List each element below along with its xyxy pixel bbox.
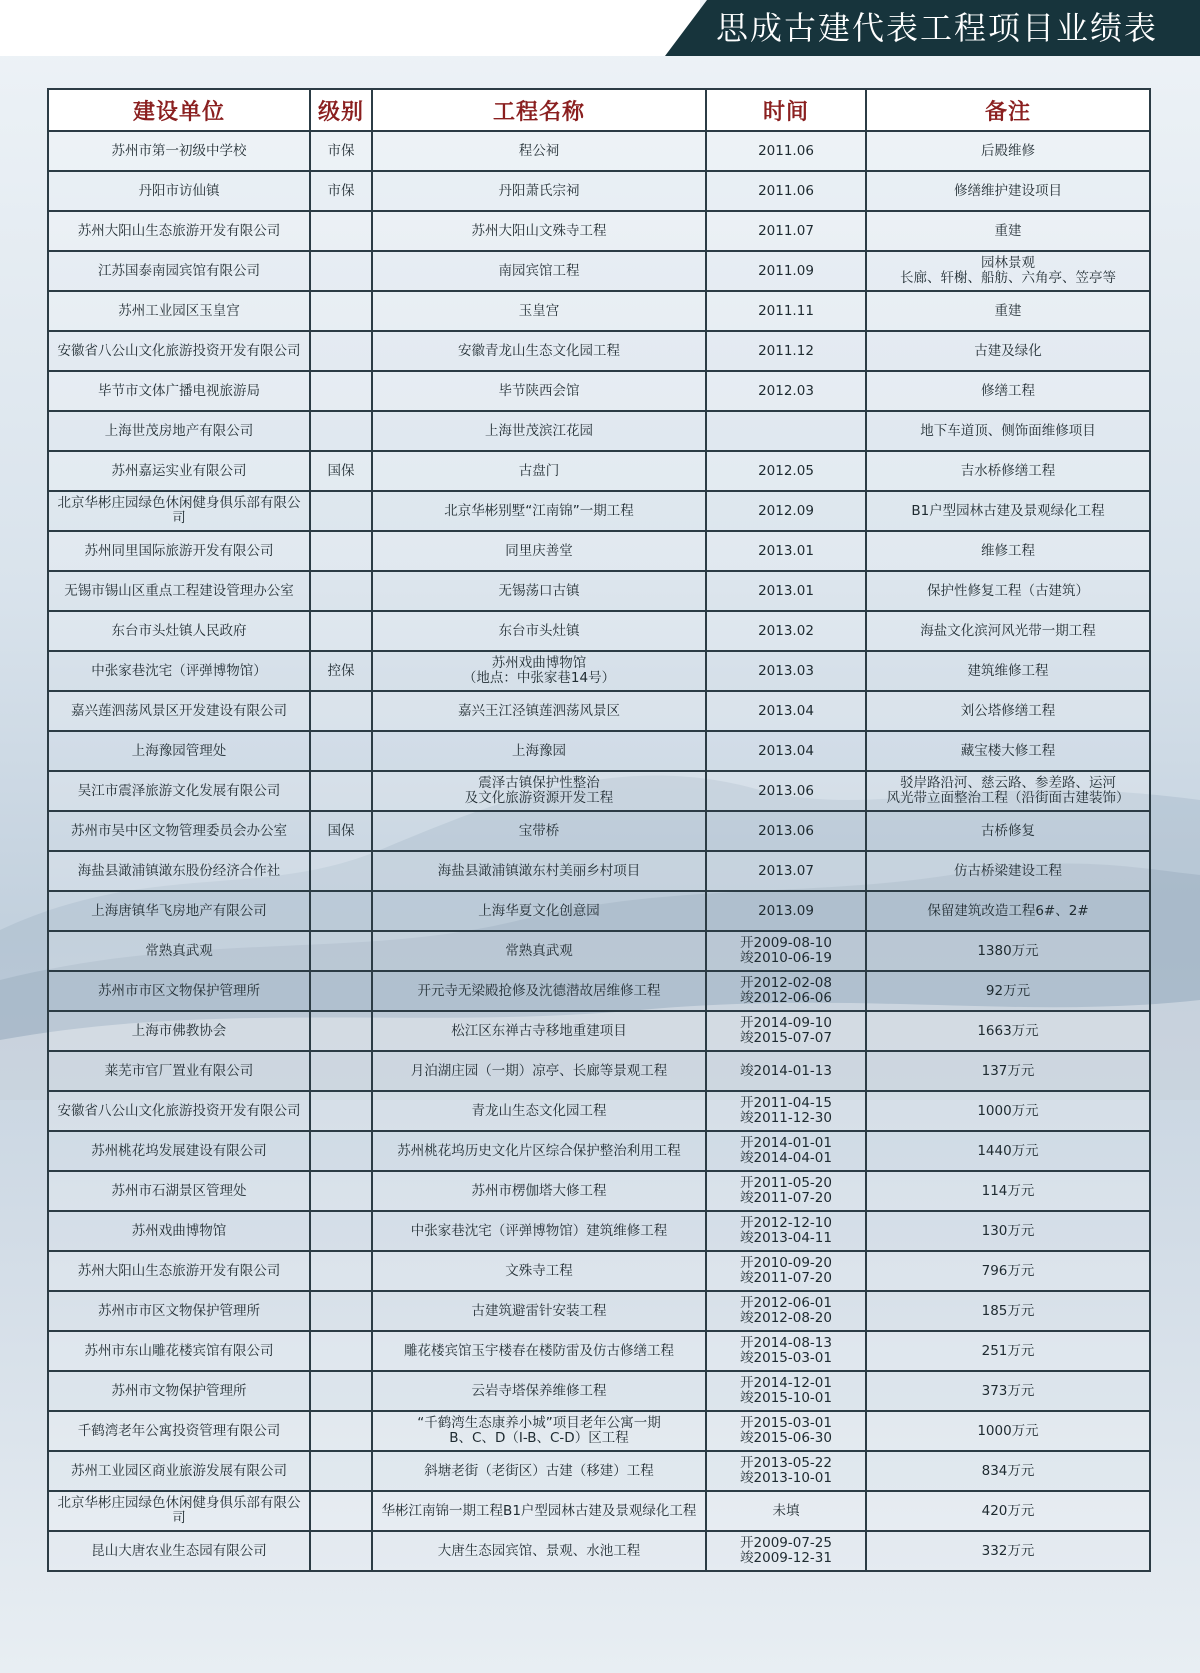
- table-row: [48, 1051, 1150, 1091]
- cell-project: 嘉兴王江泾镇莲泗荡风景区: [372, 691, 706, 731]
- cell-project: 同里庆善堂: [372, 531, 706, 571]
- cell-note: 185万元: [866, 1291, 1150, 1331]
- table-row: [48, 1131, 1150, 1171]
- cell-unit: 江苏国泰南园宾馆有限公司: [48, 251, 310, 291]
- cell-note: B1户型园林古建及景观绿化工程: [866, 491, 1150, 531]
- cell-project: 上海华夏文化创意园: [372, 891, 706, 931]
- table-row: [48, 1411, 1150, 1451]
- cell-time: 2013.01: [706, 531, 866, 571]
- cell-time: 开2015-03-01 竣2015-06-30: [706, 1411, 866, 1451]
- cell-note: 130万元: [866, 1211, 1150, 1251]
- cell-unit: 安徽省八公山文化旅游投资开发有限公司: [48, 331, 310, 371]
- cell-unit: 千鹤湾老年公寓投资管理有限公司: [48, 1411, 310, 1451]
- cell-level: [310, 211, 372, 251]
- table-row: [48, 611, 1150, 651]
- cell-time: 2012.05: [706, 451, 866, 491]
- cell-time: 2013.07: [706, 851, 866, 891]
- cell-note: 建筑维修工程: [866, 651, 1150, 691]
- cell-unit: 安徽省八公山文化旅游投资开发有限公司: [48, 1091, 310, 1131]
- table-row: [48, 731, 1150, 771]
- cell-note: 维修工程: [866, 531, 1150, 571]
- column-header-project: 工程名称: [372, 89, 706, 131]
- cell-level: [310, 891, 372, 931]
- cell-unit: 苏州工业园区商业旅游发展有限公司: [48, 1451, 310, 1491]
- cell-level: [310, 1051, 372, 1091]
- table-row: [48, 451, 1150, 491]
- top-white-strip: [0, 0, 700, 56]
- cell-unit: 苏州工业园区玉皇宫: [48, 291, 310, 331]
- cell-project: 震泽古镇保护性整治 及文化旅游资源开发工程: [372, 771, 706, 811]
- cell-unit: 北京华彬庄园绿色休闲健身俱乐部有限公司: [48, 1491, 310, 1531]
- cell-note: 修缮工程: [866, 371, 1150, 411]
- cell-unit: 苏州大阳山生态旅游开发有限公司: [48, 1251, 310, 1291]
- cell-note: 吉水桥修缮工程: [866, 451, 1150, 491]
- cell-project: 海盐县澉浦镇澉东村美丽乡村项目: [372, 851, 706, 891]
- table-row: [48, 891, 1150, 931]
- table-row: [48, 1371, 1150, 1411]
- cell-level: [310, 1531, 372, 1571]
- table-row: [48, 1491, 1150, 1531]
- table-row: [48, 371, 1150, 411]
- cell-level: 市保: [310, 171, 372, 211]
- table-row: [48, 1531, 1150, 1571]
- cell-time: [706, 411, 866, 451]
- cell-unit: 上海唐镇华飞房地产有限公司: [48, 891, 310, 931]
- cell-level: [310, 1011, 372, 1051]
- table-row: [48, 411, 1150, 451]
- cell-unit: 昆山大唐农业生态园有限公司: [48, 1531, 310, 1571]
- cell-unit: 毕节市文体广播电视旅游局: [48, 371, 310, 411]
- cell-level: [310, 771, 372, 811]
- cell-time: 2013.06: [706, 811, 866, 851]
- cell-unit: 无锡市锡山区重点工程建设管理办公室: [48, 571, 310, 611]
- cell-note: 保护性修复工程（古建筑）: [866, 571, 1150, 611]
- cell-level: 市保: [310, 131, 372, 171]
- cell-unit: 丹阳市访仙镇: [48, 171, 310, 211]
- column-header-note: 备注: [866, 89, 1150, 131]
- cell-project: 古盘门: [372, 451, 706, 491]
- cell-level: [310, 1171, 372, 1211]
- table-row: [48, 851, 1150, 891]
- cell-project: 华彬江南锦一期工程B1户型园林古建及景观绿化工程: [372, 1491, 706, 1531]
- cell-project: 月泊湖庄园（一期）凉亭、长廊等景观工程: [372, 1051, 706, 1091]
- cell-note: 1000万元: [866, 1091, 1150, 1131]
- table-row: [48, 1091, 1150, 1131]
- cell-level: [310, 611, 372, 651]
- table-row: [48, 1251, 1150, 1291]
- table-row: [48, 771, 1150, 811]
- cell-level: [310, 1251, 372, 1291]
- cell-note: 92万元: [866, 971, 1150, 1011]
- page-title: 思成古建代表工程项目业绩表: [715, 9, 1158, 47]
- cell-time: 竣2014-01-13: [706, 1051, 866, 1091]
- cell-level: [310, 251, 372, 291]
- table-header-row: [48, 89, 1150, 131]
- cell-project: 毕节陕西会馆: [372, 371, 706, 411]
- table-row: [48, 131, 1150, 171]
- cell-time: 2011.12: [706, 331, 866, 371]
- cell-unit: 东台市头灶镇人民政府: [48, 611, 310, 651]
- cell-unit: 苏州市市区文物保护管理所: [48, 971, 310, 1011]
- cell-unit: 苏州市文物保护管理所: [48, 1371, 310, 1411]
- cell-unit: 苏州市东山雕花楼宾馆有限公司: [48, 1331, 310, 1371]
- cell-project: 青龙山生态文化园工程: [372, 1091, 706, 1131]
- table-row: [48, 971, 1150, 1011]
- cell-project: 中张家巷沈宅（评弹博物馆）建筑维修工程: [372, 1211, 706, 1251]
- table-row: [48, 931, 1150, 971]
- cell-note: 重建: [866, 291, 1150, 331]
- cell-level: 国保: [310, 811, 372, 851]
- cell-project: 文殊寺工程: [372, 1251, 706, 1291]
- cell-unit: 海盐县澉浦镇澉东股份经济合作社: [48, 851, 310, 891]
- cell-note: 藏宝楼大修工程: [866, 731, 1150, 771]
- cell-unit: 苏州桃花坞发展建设有限公司: [48, 1131, 310, 1171]
- cell-project: 苏州大阳山文殊寺工程: [372, 211, 706, 251]
- table-row: [48, 331, 1150, 371]
- cell-unit: 苏州大阳山生态旅游开发有限公司: [48, 211, 310, 251]
- cell-project: 苏州桃花坞历史文化片区综合保护整治利用工程: [372, 1131, 706, 1171]
- cell-note: 修缮维护建设项目: [866, 171, 1150, 211]
- table-row: [48, 1011, 1150, 1051]
- cell-note: 园林景观 长廊、轩榭、船舫、六角亭、笠亭等: [866, 251, 1150, 291]
- table-row: [48, 1331, 1150, 1371]
- cell-level: [310, 371, 372, 411]
- cell-note: 114万元: [866, 1171, 1150, 1211]
- cell-note: 海盐文化滨河风光带一期工程: [866, 611, 1150, 651]
- cell-level: [310, 1131, 372, 1171]
- cell-unit: 中张家巷沈宅（评弹博物馆）: [48, 651, 310, 691]
- cell-time: 2013.04: [706, 691, 866, 731]
- cell-project: 无锡荡口古镇: [372, 571, 706, 611]
- cell-unit: 吴江市震泽旅游文化发展有限公司: [48, 771, 310, 811]
- cell-project: 常熟真武观: [372, 931, 706, 971]
- cell-level: [310, 1331, 372, 1371]
- cell-level: [310, 691, 372, 731]
- cell-project: 上海豫园: [372, 731, 706, 771]
- cell-note: 1663万元: [866, 1011, 1150, 1051]
- cell-note: 仿古桥梁建设工程: [866, 851, 1150, 891]
- cell-note: 1000万元: [866, 1411, 1150, 1451]
- cell-project: 古建筑避雷针安装工程: [372, 1291, 706, 1331]
- cell-time: 开2013-05-22 竣2013-10-01: [706, 1451, 866, 1491]
- table-row: [48, 811, 1150, 851]
- cell-project: 北京华彬别墅“江南锦”一期工程: [372, 491, 706, 531]
- cell-project: 云岩寺塔保养维修工程: [372, 1371, 706, 1411]
- cell-project: 程公祠: [372, 131, 706, 171]
- cell-project: “千鹤湾生态康养小城”项目老年公寓一期 B、C、D（I-B、C-D）区工程: [372, 1411, 706, 1451]
- cell-time: 开2014-08-13 竣2015-03-01: [706, 1331, 866, 1371]
- cell-level: [310, 1211, 372, 1251]
- cell-time: 2013.09: [706, 891, 866, 931]
- table-row: [48, 531, 1150, 571]
- cell-note: 古桥修复: [866, 811, 1150, 851]
- cell-time: 2011.06: [706, 131, 866, 171]
- cell-time: 2013.06: [706, 771, 866, 811]
- cell-project: 南园宾馆工程: [372, 251, 706, 291]
- cell-level: [310, 851, 372, 891]
- cell-unit: 上海豫园管理处: [48, 731, 310, 771]
- cell-time: 2011.07: [706, 211, 866, 251]
- cell-level: [310, 571, 372, 611]
- table-row: [48, 1211, 1150, 1251]
- cell-time: 开2012-02-08 竣2012-06-06: [706, 971, 866, 1011]
- cell-level: [310, 731, 372, 771]
- cell-project: 安徽青龙山生态文化园工程: [372, 331, 706, 371]
- cell-level: [310, 1411, 372, 1451]
- column-header-level: 级别: [310, 89, 372, 131]
- cell-note: 保留建筑改造工程6#、2#: [866, 891, 1150, 931]
- cell-time: 开2012-06-01 竣2012-08-20: [706, 1291, 866, 1331]
- cell-project: 玉皇宫: [372, 291, 706, 331]
- cell-note: 834万元: [866, 1451, 1150, 1491]
- cell-time: 开2009-08-10 竣2010-06-19: [706, 931, 866, 971]
- cell-unit: 苏州市市区文物保护管理所: [48, 1291, 310, 1331]
- table-row: [48, 171, 1150, 211]
- cell-unit: 嘉兴莲泗荡风景区开发建设有限公司: [48, 691, 310, 731]
- cell-time: 2011.09: [706, 251, 866, 291]
- table-row: [48, 1451, 1150, 1491]
- cell-unit: 常熟真武观: [48, 931, 310, 971]
- cell-time: 开2014-01-01 竣2014-04-01: [706, 1131, 866, 1171]
- cell-time: 2013.01: [706, 571, 866, 611]
- cell-time: 2012.03: [706, 371, 866, 411]
- cell-unit: 苏州戏曲博物馆: [48, 1211, 310, 1251]
- cell-unit: 苏州嘉运实业有限公司: [48, 451, 310, 491]
- cell-note: 1440万元: [866, 1131, 1150, 1171]
- cell-unit: 苏州市吴中区文物管理委员会办公室: [48, 811, 310, 851]
- cell-note: 420万元: [866, 1491, 1150, 1531]
- cell-level: [310, 291, 372, 331]
- cell-project: 斜塘老街（老街区）古建（移建）工程: [372, 1451, 706, 1491]
- cell-note: 刘公塔修缮工程: [866, 691, 1150, 731]
- cell-unit: 上海市佛教协会: [48, 1011, 310, 1051]
- cell-project: 上海世茂滨江花园: [372, 411, 706, 451]
- cell-level: [310, 1451, 372, 1491]
- table-row: [48, 1171, 1150, 1211]
- cell-time: 2011.06: [706, 171, 866, 211]
- table-row: [48, 571, 1150, 611]
- cell-project: 苏州戏曲博物馆 （地点：中张家巷14号）: [372, 651, 706, 691]
- cell-unit: 苏州市石湖景区管理处: [48, 1171, 310, 1211]
- cell-note: 驳岸路沿河、慈云路、参差路、运河 风光带立面整治工程（沿街面古建装饰）: [866, 771, 1150, 811]
- cell-time: 2013.03: [706, 651, 866, 691]
- project-table: [47, 88, 1151, 1572]
- cell-level: [310, 491, 372, 531]
- cell-unit: 上海世茂房地产有限公司: [48, 411, 310, 451]
- table-body: [48, 131, 1150, 1571]
- cell-note: 后殿维修: [866, 131, 1150, 171]
- cell-note: 古建及绿化: [866, 331, 1150, 371]
- table-row: [48, 1291, 1150, 1331]
- cell-note: 373万元: [866, 1371, 1150, 1411]
- cell-note: 1380万元: [866, 931, 1150, 971]
- cell-project: 东台市头灶镇: [372, 611, 706, 651]
- column-header-time: 时间: [706, 89, 866, 131]
- cell-level: [310, 1291, 372, 1331]
- cell-level: [310, 1371, 372, 1411]
- cell-time: 2013.04: [706, 731, 866, 771]
- cell-project: 松江区东禅古寺移地重建项目: [372, 1011, 706, 1051]
- cell-project: 雕花楼宾馆玉宇楼春在楼防雷及仿古修缮工程: [372, 1331, 706, 1371]
- cell-time: 开2014-09-10 竣2015-07-07: [706, 1011, 866, 1051]
- cell-time: 2011.11: [706, 291, 866, 331]
- cell-level: [310, 1491, 372, 1531]
- cell-time: 开2010-09-20 竣2011-07-20: [706, 1251, 866, 1291]
- table-row: [48, 691, 1150, 731]
- cell-note: 796万元: [866, 1251, 1150, 1291]
- cell-project: 开元寺无梁殿抢修及沈德潜故居维修工程: [372, 971, 706, 1011]
- cell-time: 开2009-07-25 竣2009-12-31: [706, 1531, 866, 1571]
- table-row: [48, 291, 1150, 331]
- cell-project: 苏州市楞伽塔大修工程: [372, 1171, 706, 1211]
- cell-project: 大唐生态园宾馆、景观、水池工程: [372, 1531, 706, 1571]
- table-row: [48, 251, 1150, 291]
- cell-level: 控保: [310, 651, 372, 691]
- cell-level: [310, 971, 372, 1011]
- cell-time: 开2012-12-10 竣2013-04-11: [706, 1211, 866, 1251]
- cell-level: [310, 531, 372, 571]
- cell-time: 2012.09: [706, 491, 866, 531]
- cell-project: 宝带桥: [372, 811, 706, 851]
- cell-level: [310, 931, 372, 971]
- cell-time: 未填: [706, 1491, 866, 1531]
- cell-note: 332万元: [866, 1531, 1150, 1571]
- cell-note: 地下车道顶、侧饰面维修项目: [866, 411, 1150, 451]
- cell-note: 137万元: [866, 1051, 1150, 1091]
- column-header-unit: 建设单位: [48, 89, 310, 131]
- table-row: [48, 651, 1150, 691]
- cell-unit: 北京华彬庄园绿色休闲健身俱乐部有限公司: [48, 491, 310, 531]
- cell-level: [310, 411, 372, 451]
- cell-time: 开2011-04-15 竣2011-12-30: [706, 1091, 866, 1131]
- cell-time: 开2011-05-20 竣2011-07-20: [706, 1171, 866, 1211]
- cell-project: 丹阳萧氏宗祠: [372, 171, 706, 211]
- cell-unit: 苏州同里国际旅游开发有限公司: [48, 531, 310, 571]
- cell-unit: 莱芜市官厂置业有限公司: [48, 1051, 310, 1091]
- cell-level: 国保: [310, 451, 372, 491]
- table-row: [48, 491, 1150, 531]
- cell-level: [310, 1091, 372, 1131]
- cell-unit: 苏州市第一初级中学校: [48, 131, 310, 171]
- cell-time: 2013.02: [706, 611, 866, 651]
- cell-level: [310, 331, 372, 371]
- cell-time: 开2014-12-01 竣2015-10-01: [706, 1371, 866, 1411]
- cell-note: 251万元: [866, 1331, 1150, 1371]
- cell-note: 重建: [866, 211, 1150, 251]
- table-row: [48, 211, 1150, 251]
